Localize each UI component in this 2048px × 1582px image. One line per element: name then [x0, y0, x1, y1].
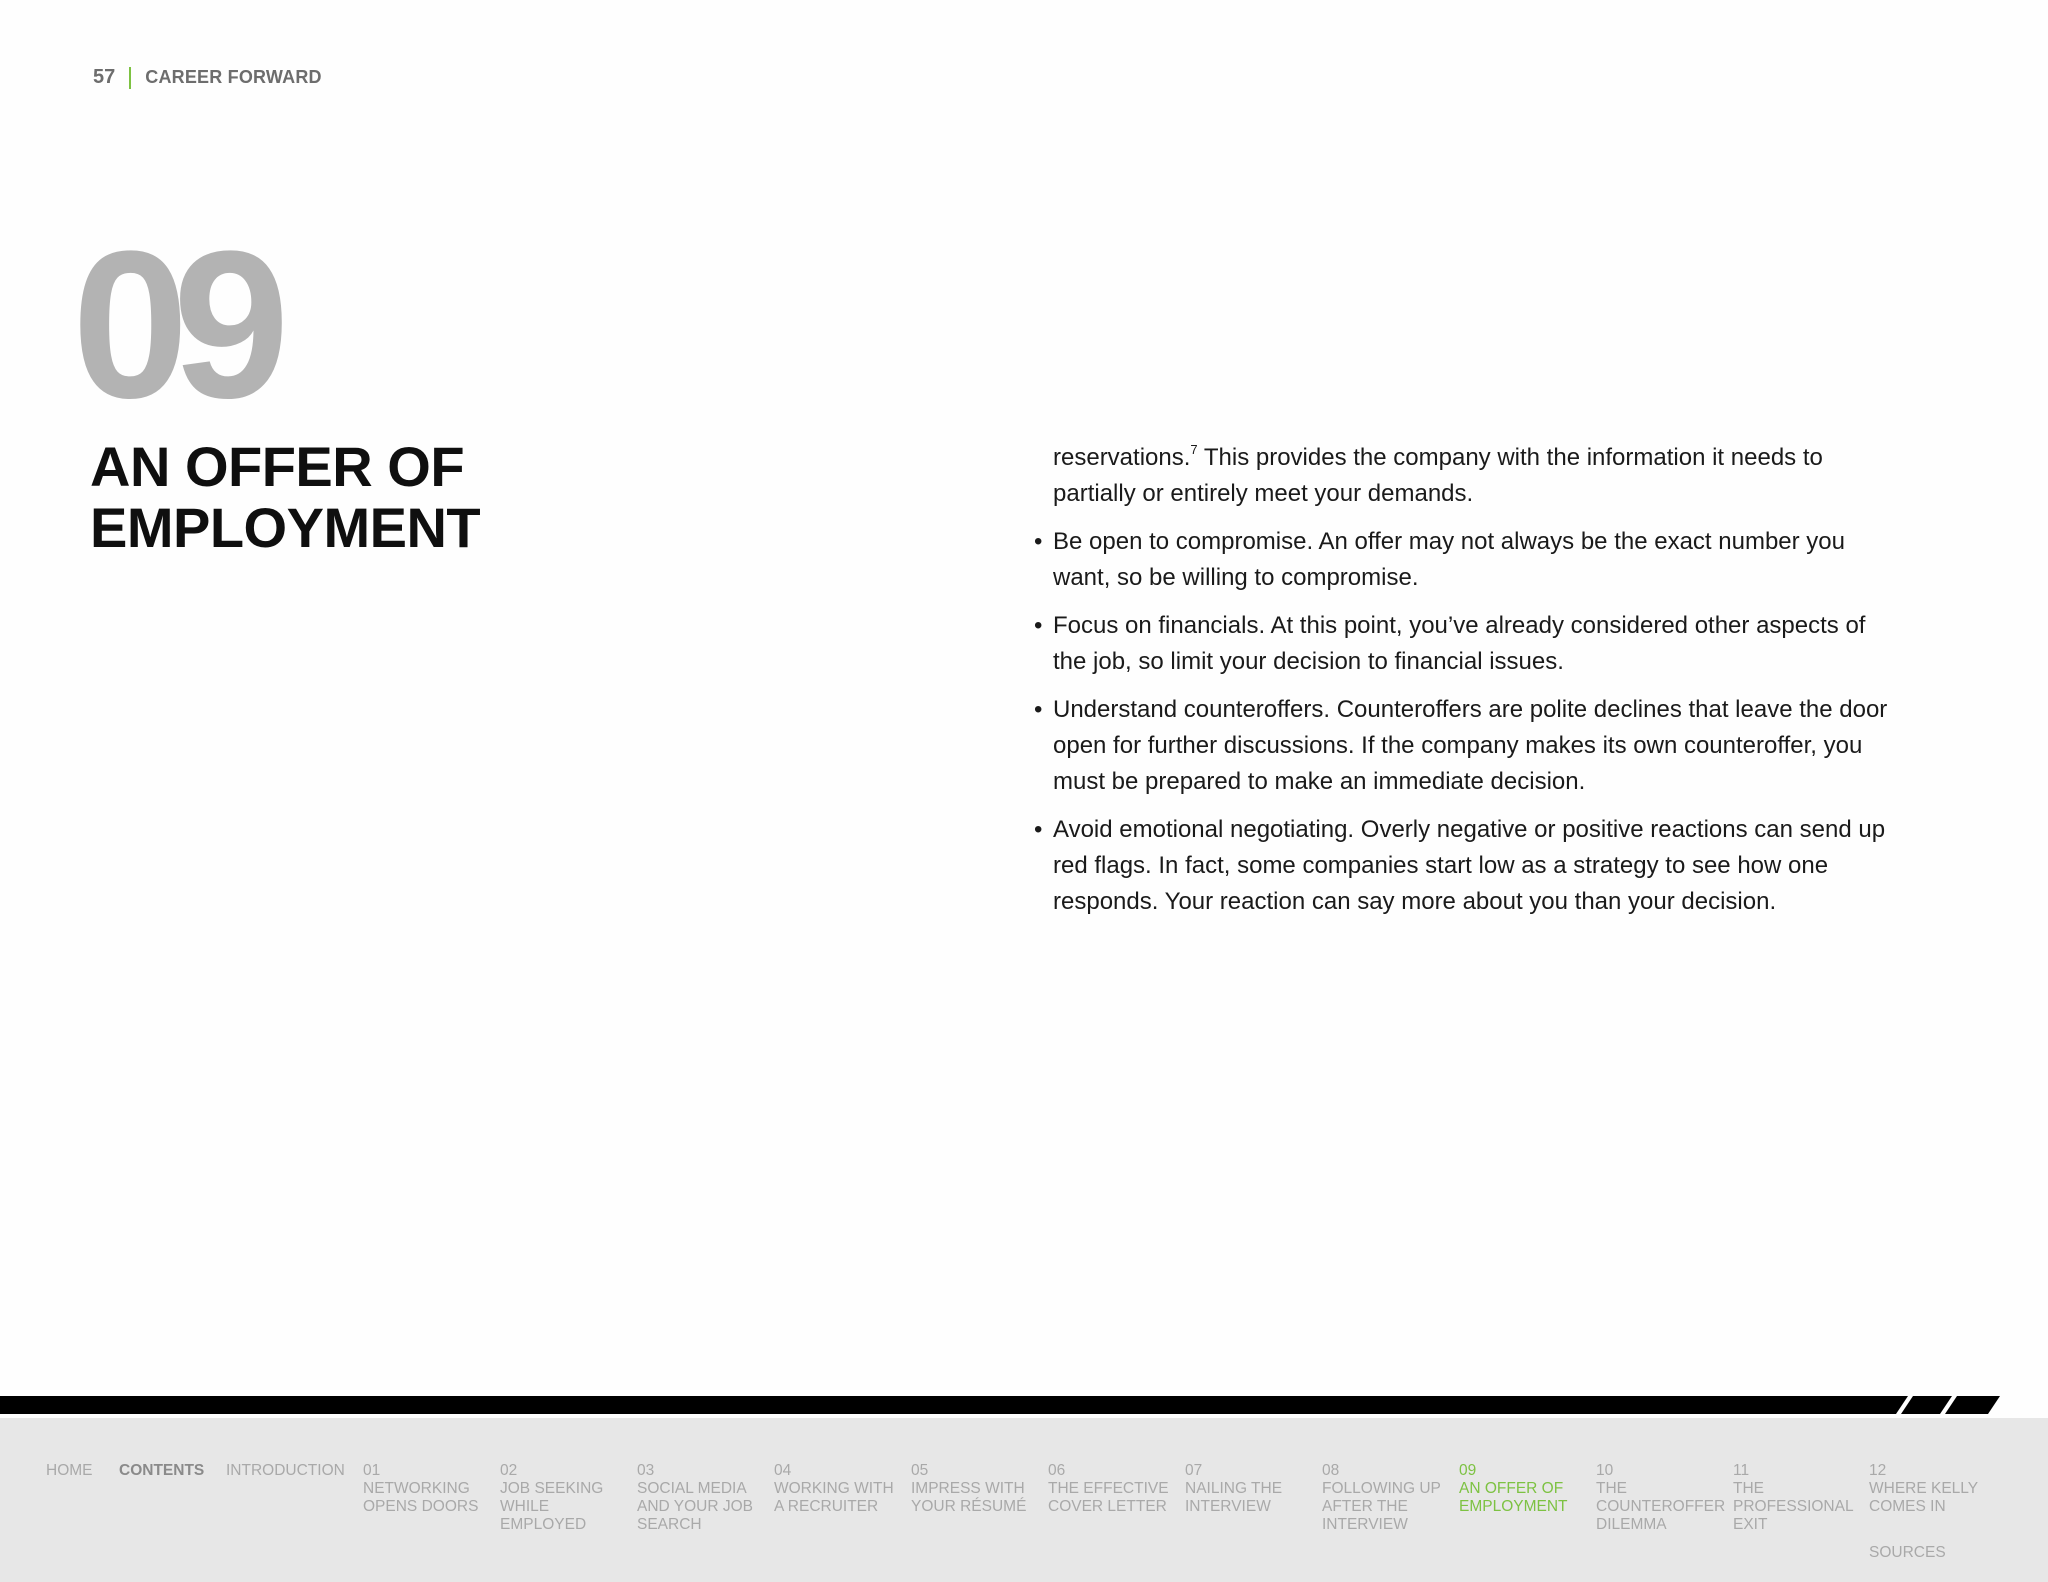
continued-rest: This provides the company with the information it needs to partially or entirely meet your demands. — [1053, 444, 1823, 507]
chapter-number: 09 — [72, 207, 274, 442]
list-item — [1034, 692, 1904, 800]
nav-chapter-number: 12 — [1869, 1462, 1887, 1479]
nav-home-label: HOME — [46, 1462, 93, 1479]
nav-chapter-11[interactable] — [1733, 1462, 1863, 1534]
decorative-stripe — [0, 1396, 2000, 1414]
continued-paragraph — [1053, 434, 1904, 512]
bullet-text: Focus on financials. At this point, you’ve already considered other aspects of the job, so limit your decision to financial issues. — [1053, 612, 1866, 675]
nav-chapter-number: 02 — [500, 1462, 518, 1479]
nav-chapter-label: THE EFFECTIVE COVER LETTER — [1048, 1480, 1169, 1515]
bullet-glyph: • — [1034, 612, 1043, 639]
bullet-text: Be open to compromise. An offer may not always be the exact number you want, so be willing to compromise. — [1053, 528, 1845, 591]
bottom-navigation — [0, 1418, 2048, 1582]
nav-chapter-number: 08 — [1322, 1462, 1340, 1479]
nav-chapter-number: 05 — [911, 1462, 929, 1479]
nav-chapter-label: FOLLOWING UP AFTER THE INTERVIEW — [1322, 1480, 1441, 1533]
nav-chapter-label: THE PROFESSIONAL EXIT — [1733, 1480, 1854, 1533]
list-item — [1034, 812, 1904, 920]
nav-introduction-label: INTRODUCTION — [226, 1462, 345, 1479]
nav-chapter-09[interactable] — [1459, 1462, 1589, 1516]
page-number: 57 — [93, 66, 116, 88]
footnote-ref[interactable]: 7 — [1190, 442, 1198, 457]
chapter-title-line1: AN OFFER OF — [90, 435, 465, 498]
document-title: CAREER FORWARD — [145, 67, 322, 87]
nav-chapter-label: SOCIAL MEDIA AND YOUR JOB SEARCH — [637, 1480, 753, 1533]
nav-chapter-number: 09 — [1459, 1462, 1477, 1479]
list-item — [1034, 524, 1904, 596]
nav-chapter-03[interactable] — [637, 1462, 767, 1534]
bullet-list — [1034, 524, 1904, 920]
continued-start: reservations. — [1053, 444, 1191, 471]
body-text — [1034, 434, 1904, 932]
nav-chapter-07[interactable] — [1185, 1462, 1315, 1516]
nav-chapter-number: 03 — [637, 1462, 655, 1479]
bullet-glyph: • — [1034, 696, 1043, 723]
nav-chapter-label: WHERE KELLY COMES IN — [1869, 1480, 1978, 1515]
nav-chapter-06[interactable] — [1048, 1462, 1178, 1516]
chapter-title — [90, 436, 610, 558]
nav-contents-label: CONTENTS — [119, 1462, 205, 1479]
nav-chapter-12[interactable] — [1869, 1462, 1999, 1516]
nav-chapter-01[interactable] — [363, 1462, 493, 1516]
nav-chapter-number: 10 — [1596, 1462, 1614, 1479]
bullet-text: Avoid emotional negotiating. Overly negative or positive reactions can send up red flags. In fact, some companies start low as a strategy to see how one responds. Your reaction can say more about you than your decision. — [1053, 816, 1886, 915]
bullet-glyph: • — [1034, 528, 1043, 555]
bullet-glyph: • — [1034, 816, 1043, 843]
list-item — [1034, 608, 1904, 680]
nav-chapter-number: 01 — [363, 1462, 381, 1479]
nav-chapter-05[interactable] — [911, 1462, 1041, 1516]
nav-introduction[interactable] — [226, 1462, 356, 1480]
header-separator — [129, 67, 131, 89]
page-header — [93, 66, 322, 89]
nav-chapter-label: THE COUNTEROFFER DILEMMA — [1596, 1480, 1726, 1533]
nav-chapter-label: NETWORKING OPENS DOORS — [363, 1480, 479, 1515]
nav-chapter-number: 11 — [1733, 1462, 1750, 1479]
nav-chapter-label: AN OFFER OF EMPLOYMENT — [1459, 1480, 1568, 1515]
nav-chapter-label: JOB SEEKING WHILE EMPLOYED — [500, 1480, 604, 1533]
nav-chapter-10[interactable] — [1596, 1462, 1726, 1534]
nav-chapter-number: 06 — [1048, 1462, 1066, 1479]
nav-sources[interactable]: SOURCES — [1869, 1544, 1946, 1561]
nav-chapter-number: 04 — [774, 1462, 792, 1479]
nav-chapter-label: NAILING THE INTERVIEW — [1185, 1480, 1283, 1515]
bullet-text: Understand counteroffers. Counteroffers are polite declines that leave the door open for further discussions. If the company makes its own counteroffer, you must be prepared to make an immediate decision. — [1053, 696, 1888, 795]
nav-chapter-04[interactable] — [774, 1462, 904, 1516]
nav-chapter-02[interactable] — [500, 1462, 630, 1534]
nav-chapter-number: 07 — [1185, 1462, 1203, 1479]
nav-chapter-label: IMPRESS WITH YOUR RÉSUMÉ — [911, 1480, 1027, 1515]
nav-chapter-label: WORKING WITH A RECRUITER — [774, 1480, 894, 1515]
nav-chapter-08[interactable] — [1322, 1462, 1452, 1534]
chapter-title-line2: EMPLOYMENT — [90, 496, 481, 559]
